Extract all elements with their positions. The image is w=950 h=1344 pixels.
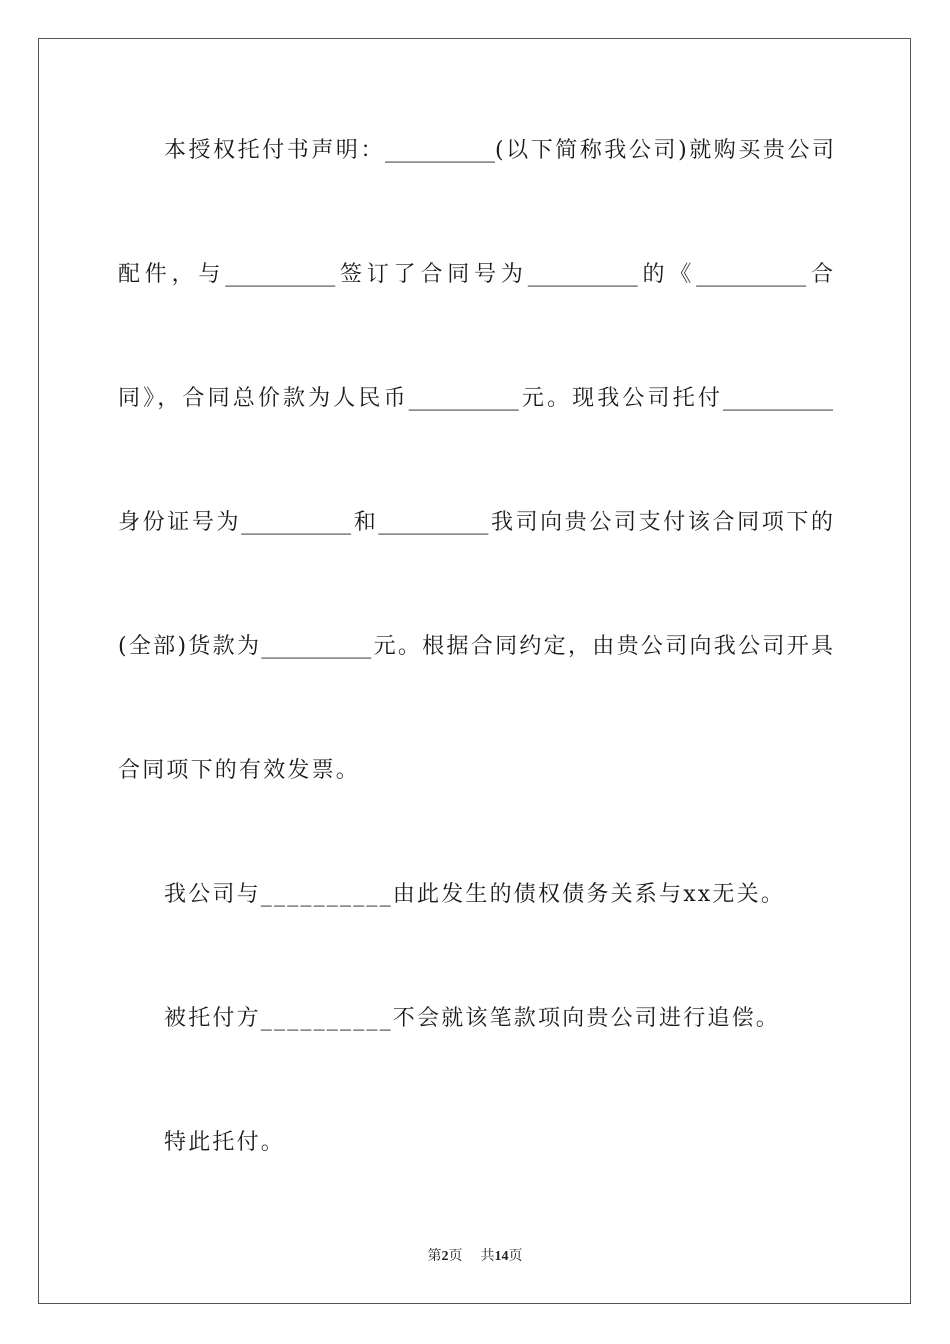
page-suffix: 页 xyxy=(448,1249,463,1264)
paragraph-line: 合同项下的有效发票。 xyxy=(118,758,361,783)
total-suffix: 页 xyxy=(508,1249,523,1264)
paragraph-line: 特此托付。 xyxy=(164,1130,286,1155)
paragraph-line: 被托付方__________不会就该笔款项向贵公司进行追偿。 xyxy=(164,1006,781,1031)
page-number: 2 xyxy=(441,1249,449,1264)
paragraph-line: 同》，合同总价款为人民币__________元。现我公司托付__________ xyxy=(118,386,833,411)
page-prefix: 第 xyxy=(427,1249,442,1264)
total-pages: 14 xyxy=(494,1249,509,1264)
page-footer xyxy=(0,1248,950,1266)
paragraph-line: 身份证号为__________和__________我司向贵公司支付该合同项下的 xyxy=(118,510,833,535)
paragraph-line: 配件，与__________签订了合同号为__________的《__________合 xyxy=(118,262,833,287)
paragraph-line: (全部)货款为__________元。根据合同约定，由贵公司向我公司开具 xyxy=(118,634,833,659)
total-prefix: 共 xyxy=(480,1249,495,1264)
page-border xyxy=(38,38,911,1304)
paragraph-line: 本授权托付书声明：__________(以下简称我公司)就购买贵公司 xyxy=(164,138,834,163)
paragraph-line: 我公司与__________由此发生的债权债务关系与xx无关。 xyxy=(164,882,786,907)
